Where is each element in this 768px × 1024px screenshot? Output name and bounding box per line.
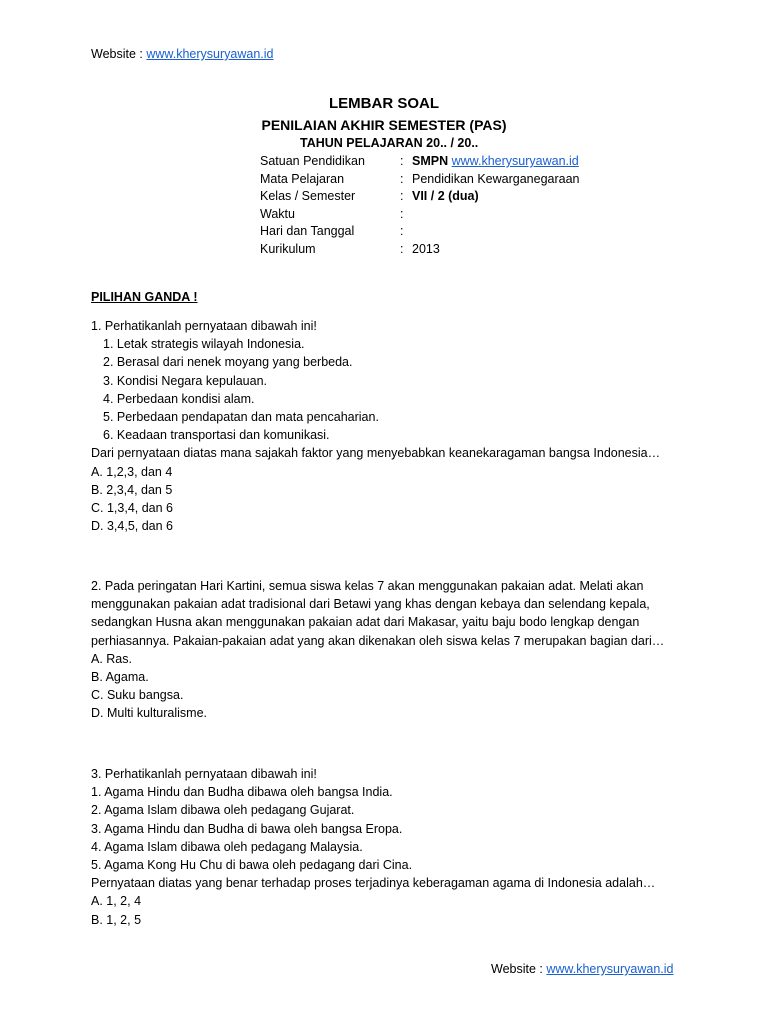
statement-item: 1. Agama Hindu dan Budha dibawa oleh bangsa India. (91, 785, 393, 800)
answer-option: B. 2,3,4, dan 5 (91, 482, 173, 497)
info-table (260, 153, 580, 259)
question-stem: 3. Perhatikanlah pernyataan dibawah ini! (91, 767, 317, 781)
statement-item: 4. Perbedaan kondisi alam. (103, 391, 255, 406)
statement-item: 5. Agama Kong Hu Chu di bawa oleh pedagang dari Cina. (91, 857, 413, 872)
question-2 (91, 577, 691, 723)
question-text-line: sedangkan Husna akan menggunakan pakaian adat dari Makasar, yaitu baju bodo lengkap dengan (91, 615, 640, 630)
question-prompt: Dari pernyataan diatas mana sajakah faktor yang menyebabkan keanekaragaman bangsa Indonesia… (91, 446, 661, 461)
info-colon: : (400, 241, 404, 256)
question-1 (91, 317, 691, 535)
info-colon: : (400, 224, 404, 239)
info-value: 2013 (412, 241, 440, 256)
info-row-mapel (260, 171, 580, 189)
statement-item: 3. Kondisi Negara kepulauan. (103, 373, 268, 388)
info-label: Satuan Pendidikan (260, 154, 365, 168)
document-title: LEMBAR SOAL (329, 95, 439, 112)
info-colon: : (400, 171, 404, 186)
info-label: Kurikulum (260, 241, 316, 256)
question-prompt: Pernyataan diatas yang benar terhadap proses terjadinya keberagaman agama di Indonesia adalah… (91, 876, 656, 891)
info-label: Hari dan Tanggal (260, 224, 355, 239)
statement-item: 6. Keadaan transportasi dan komunikasi. (103, 428, 330, 443)
question-text-line: 2. Pada peringatan Hari Kartini, semua siswa kelas 7 akan menggunakan pakaian adat. Melati akan (91, 579, 644, 593)
info-label: Kelas / Semester (260, 189, 356, 204)
answer-option: D. Multi kulturalisme. (91, 706, 207, 721)
answer-option: A. 1,2,3, dan 4 (91, 464, 173, 479)
info-value: Pendidikan Kewarganegaraan (412, 171, 580, 186)
info-value: SMPN www.kherysuryawan.id (412, 154, 579, 168)
info-row-kurikulum (260, 241, 580, 259)
website-label: Website : (91, 47, 147, 61)
website-url-link[interactable]: www.kherysuryawan.id (146, 47, 274, 61)
answer-option: C. Suku bangsa. (91, 688, 184, 703)
info-colon: : (400, 189, 404, 204)
section-heading: PILIHAN GANDA ! (91, 290, 198, 304)
statement-item: 2. Berasal dari nenek moyang yang berbeda. (103, 355, 353, 370)
answer-option: A. 1, 2, 4 (91, 894, 142, 909)
info-value: VII / 2 (dua) (412, 189, 479, 204)
school-website-link[interactable]: www.kherysuryawan.id (451, 154, 579, 168)
website-url-link[interactable]: www.kherysuryawan.id (546, 962, 674, 976)
answer-option: A. Ras. (91, 651, 132, 666)
statement-item: 3. Agama Hindu dan Budha di bawa oleh bangsa Eropa. (91, 821, 403, 836)
info-label: Waktu (260, 206, 295, 221)
statement-item: 1. Letak strategis wilayah Indonesia. (103, 337, 305, 352)
statement-item: 2. Agama Islam dibawa oleh pedagang Gujarat. (91, 803, 355, 818)
answer-option: B. Agama. (91, 669, 149, 684)
info-colon: : (400, 154, 404, 168)
footer-website-link (491, 962, 674, 976)
academic-year: TAHUN PELAJARAN 20.. / 20.. (300, 136, 479, 150)
info-row-satuan (260, 153, 580, 171)
question-3 (91, 765, 691, 929)
info-row-kelas (260, 188, 580, 206)
info-row-waktu (260, 206, 580, 224)
statement-item: 5. Perbedaan pendapatan dan mata pencaharian. (103, 409, 379, 424)
question-text-line: perhiasannya. Pakaian-pakaian adat yang akan dikenakan oleh siswa kelas 7 merupakan bagian dari… (91, 633, 665, 648)
website-label: Website : (491, 962, 547, 976)
info-row-hari (260, 223, 580, 241)
answer-option: C. 1,3,4, dan 6 (91, 500, 174, 515)
exam-title: PENILAIAN AKHIR SEMESTER (PAS) (261, 117, 507, 133)
question-text-line: menggunakan pakaian adat tradisional dari Betawi yang khas dengan kebaya dan selendang kepala, (91, 597, 650, 612)
info-label: Mata Pelajaran (260, 171, 345, 186)
info-colon: : (400, 206, 404, 221)
answer-option: B. 1, 2, 5 (91, 912, 142, 927)
statement-item: 4. Agama Islam dibawa oleh pedagang Malaysia. (91, 839, 363, 854)
question-stem: 1. Perhatikanlah pernyataan dibawah ini! (91, 319, 317, 333)
answer-option: D. 3,4,5, dan 6 (91, 519, 174, 534)
header-website-link (91, 47, 274, 61)
